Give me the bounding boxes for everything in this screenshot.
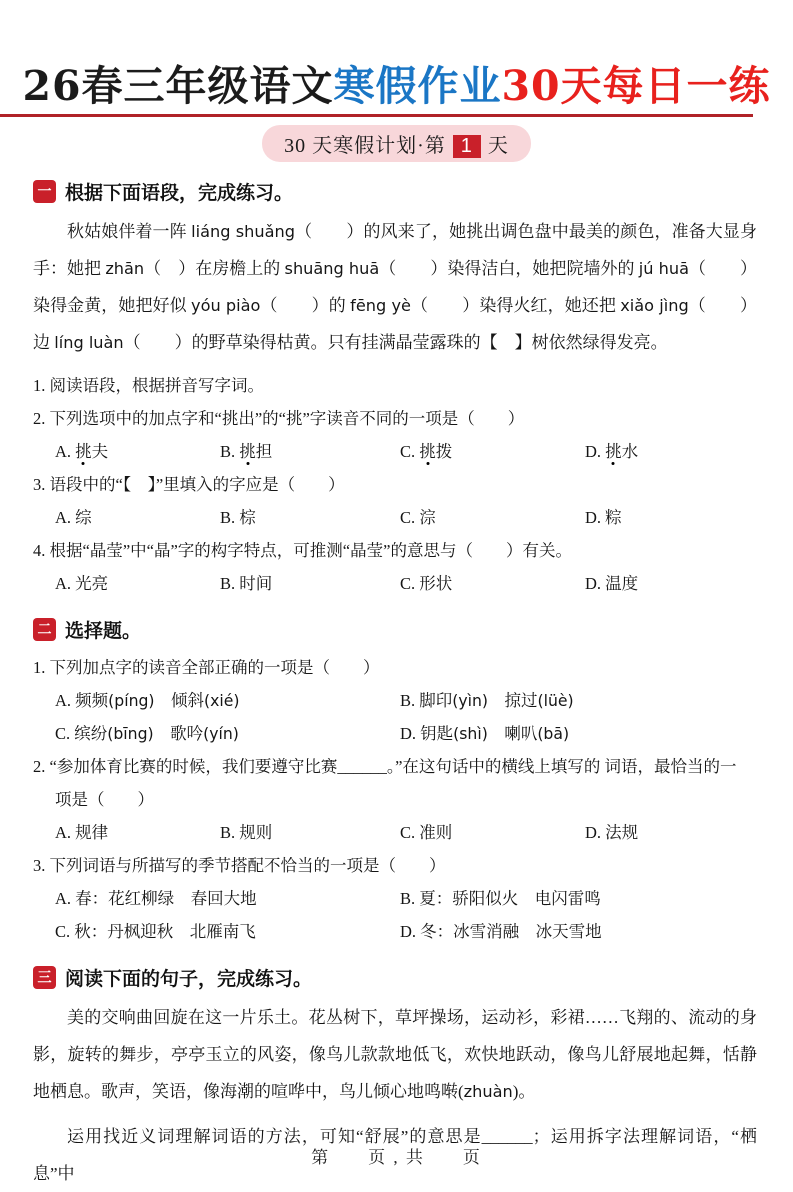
option-c: C. 淙: [400, 508, 436, 528]
section2-question-3-stem: 3. 下列词语与所描写的季节搭配不恰当的一项是（ ）: [33, 856, 446, 876]
text-segment: A. 频频: [55, 691, 109, 711]
section2-question-2-options: [33, 816, 757, 849]
day-number-badge: 1: [453, 135, 481, 158]
text-segment: C.: [400, 442, 420, 462]
reading-sentences-passage: [33, 999, 757, 1110]
section-2-number-badge: 二: [33, 618, 56, 641]
page-title: [0, 64, 793, 109]
option-a: A. 春：花红柳绿 春回大地: [55, 889, 257, 909]
pinyin-text: (shì): [453, 724, 488, 744]
section-2-heading: [33, 616, 757, 643]
text-segment: （ ）边: [33, 296, 758, 353]
section2-question-1-stem: 1. 下列加点字的读音全部正确的一项是（ ）: [33, 658, 380, 678]
option-d: D. 粽: [585, 508, 622, 528]
worksheet-body: [0, 178, 793, 1192]
pinyin-text: (yìn): [452, 691, 489, 711]
title-homework-part: 寒假作业: [333, 62, 502, 110]
section1-question-1: 1. 阅读语段，根据拼音写字词。: [33, 376, 264, 396]
section-3-heading: [33, 964, 757, 991]
section2-question-2-stem: 2. “参加体育比赛的时候，我们要遵守比赛______。”在这句话中的横线上填写的 词语，最恰当的一: [33, 757, 737, 777]
option-b: B. 棕: [220, 508, 256, 528]
text-segment: 美的交响曲回旋在这一片乐土。花丛树下，草坪操场，运动衫，彩裙……飞翔的、流动的身影，旋转的舞步，亭亭玉立的风姿，像鸟儿款款地低飞，欢快地跃动，像鸟儿舒展地起舞，恬静地栖息。歌声，笑语，像海潮的喧哗中，鸟儿倾心地鸣啭(: [33, 1008, 757, 1102]
title-grade-part: 26春三年级语文: [22, 62, 334, 110]
text-segment: （ ）染得火红，她还把: [410, 296, 621, 316]
plan-badge-row: [0, 125, 793, 162]
text-segment: 歌吟: [153, 724, 204, 744]
section2-question-3-options-row1: [33, 882, 757, 915]
pinyin-text: (bā): [537, 724, 570, 744]
option-b: B. 时间: [220, 574, 273, 594]
option-d: [585, 435, 757, 468]
pinyin-text: liáng shuǎng: [191, 222, 295, 242]
option-c: [55, 717, 400, 750]
page-number-footer: 第 页 , 共 页: [311, 1148, 482, 1167]
worksheet-page: [0, 64, 793, 1186]
section1-question-3-stem: 3. 语段中的“【 】”里填入的字应是（ ）: [33, 475, 345, 495]
text-segment: （ ）的野草染得枯黄。只有挂满晶莹露珠的【 】树依然绿得发亮。: [123, 333, 668, 353]
pinyin-text: zhān: [105, 259, 145, 279]
plan-badge-prefix: 30 天寒假计划·第: [284, 135, 446, 158]
text-segment: （ ）染得金黄，她把好似: [33, 259, 758, 316]
text-segment: （ ）在房檐上的: [144, 259, 285, 279]
text-segment: 掠过: [488, 691, 538, 711]
option-a: A. 综: [55, 508, 92, 528]
plan-badge-suffix: 天: [487, 135, 509, 158]
plan-badge: [262, 125, 531, 162]
section2-question-3-options-row2: [33, 915, 757, 948]
reading-passage: [33, 213, 757, 361]
pinyin-text: (yín): [203, 724, 239, 744]
option-a: A. 光亮: [55, 574, 109, 594]
text-segment: C. 缤纷: [55, 724, 108, 744]
text-segment: )。: [512, 1082, 536, 1102]
pinyin-text: xiǎo jìng: [620, 296, 689, 316]
text-segment: 担: [255, 442, 273, 462]
section-1-title: 根据下面语段，完成练习。: [65, 183, 294, 205]
option-c: C. 准则: [400, 823, 453, 843]
option-a: A. 规律: [55, 823, 109, 843]
text-segment: 秋姑娘伴着一阵: [67, 222, 192, 242]
section2-question-1-options-row1: [33, 684, 757, 717]
pinyin-text: shuāng huā: [284, 259, 380, 279]
pinyin-text: (xié): [204, 691, 240, 711]
text-segment: A.: [55, 442, 76, 462]
pinyin-text: jú huā: [638, 259, 689, 279]
emphasized-char: 挑: [75, 442, 92, 462]
section-2-title: 选择题。: [65, 621, 142, 643]
section3-question: 运用找近义词理解词语的方法，可知“舒展”的意思是______；运用拆字法理解词语，“栖息”中: [33, 1127, 757, 1184]
text-segment: 夫: [91, 442, 109, 462]
section2-question-2-stem-cont: 项是（ ）: [55, 790, 154, 810]
section2-question-1-options-row2: [33, 717, 757, 750]
section1-question-2-stem: 2. 下列选项中的加点字和“挑出”的“挑”字读音不同的一项是（ ）: [33, 409, 525, 429]
option-b: [220, 435, 400, 468]
text-segment: B.: [220, 442, 240, 462]
section1-question-4-options: [33, 567, 757, 600]
text-segment: D. 钥匙: [400, 724, 454, 744]
emphasized-char: 挑: [419, 442, 436, 462]
pinyin-text: (lüè): [537, 691, 574, 711]
option-d: [400, 717, 757, 750]
text-segment: 拨: [435, 442, 453, 462]
option-c: C. 形状: [400, 574, 453, 594]
section-1-heading: [33, 178, 757, 205]
text-segment: B. 脚印: [400, 691, 453, 711]
option-b: B. 夏：骄阳似火 电闪雷鸣: [400, 889, 601, 909]
emphasized-char: 挑: [239, 442, 256, 462]
pinyin-text: fēng yè: [350, 296, 411, 316]
section-3-title: 阅读下面的句子，完成练习。: [65, 969, 313, 991]
option-a: [55, 435, 220, 468]
option-d: D. 温度: [585, 574, 639, 594]
text-segment: 倾斜: [154, 691, 205, 711]
section1-question-2-options: [33, 435, 757, 468]
section-1-number-badge: 一: [33, 180, 56, 203]
text-segment: （ ）的风来了，她挑出调色盘中最美的颜色，准备大显身手：她把: [33, 222, 758, 279]
option-d: D. 法规: [585, 823, 639, 843]
text-segment: （ ）的: [260, 296, 351, 316]
text-segment: （ ）染得洁白，她把院墙外的: [379, 259, 639, 279]
emphasized-char: 挑: [605, 442, 622, 462]
text-segment: 喇叭: [487, 724, 538, 744]
section1-question-3-options: [33, 501, 757, 534]
section-3-number-badge: 三: [33, 966, 56, 989]
option-a: [55, 684, 400, 717]
option-d: D. 冬：冰雪消融 冰天雪地: [400, 922, 602, 942]
pinyin-text: (bīng): [107, 724, 154, 744]
title-underline: [0, 114, 753, 117]
option-b: [400, 684, 757, 717]
pinyin-text: yóu piào: [191, 296, 261, 316]
pinyin-text: (píng): [108, 691, 155, 711]
option-c: C. 秋：丹枫迎秋 北雁南飞: [55, 922, 256, 942]
page-header: [0, 64, 793, 162]
section1-question-4-stem: 4. 根据“晶莹”中“晶”字的构字特点，可推测“晶莹”的意思与（ ）有关。: [33, 541, 572, 561]
pinyin-text: zhuàn: [463, 1082, 513, 1102]
title-plan-part: 30天每日一练: [501, 62, 771, 110]
text-segment: D.: [585, 442, 606, 462]
option-b: B. 规则: [220, 823, 273, 843]
text-segment: 水: [621, 442, 639, 462]
pinyin-text: líng luàn: [54, 333, 124, 353]
option-c: [400, 435, 585, 468]
